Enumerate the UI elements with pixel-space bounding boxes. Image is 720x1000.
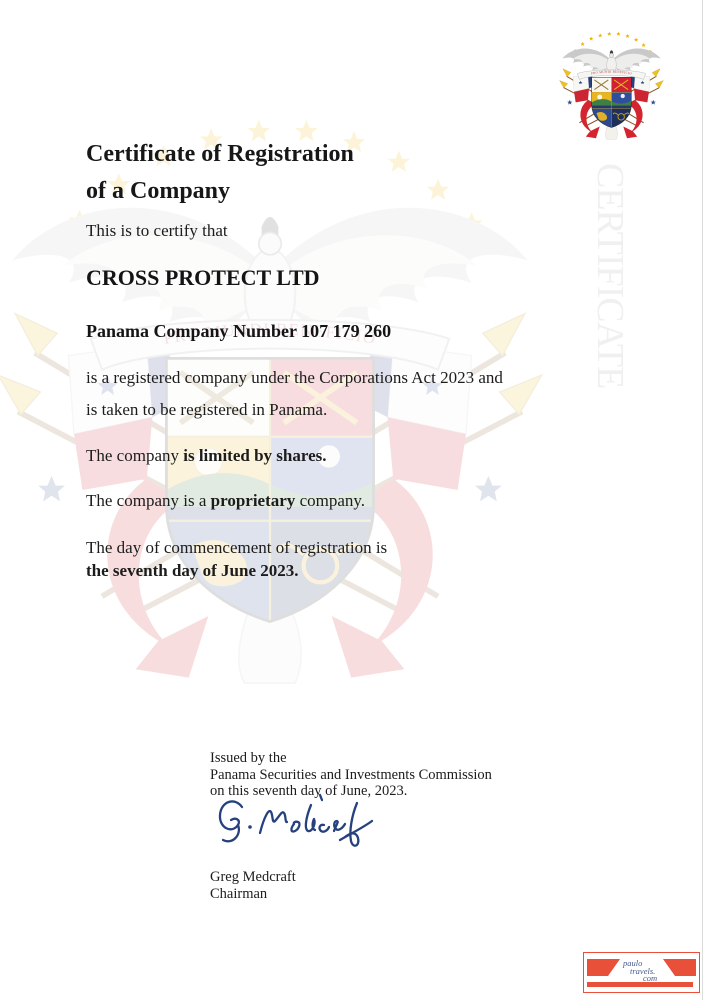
vertical-certificate-watermark: CERTIFICATE	[589, 163, 631, 389]
type-prefix: The company is a	[86, 491, 211, 510]
signatory-block	[210, 869, 296, 902]
registered-line-1: is a registered company under the Corporations Act 2023 and	[86, 368, 503, 387]
page-edge-divider	[702, 0, 703, 1000]
type-bold: proprietary	[210, 491, 296, 510]
issued-by-line: Issued by the	[210, 750, 287, 766]
company-type-line	[86, 491, 365, 511]
registered-line-2: is taken to be registered in Panama.	[86, 400, 328, 419]
certify-line: This is to certify that	[86, 221, 228, 240]
shares-line	[86, 446, 327, 466]
certificate-title	[86, 136, 354, 210]
logo-word-2: travels.	[630, 966, 656, 976]
shares-bold: is limited by shares.	[183, 446, 327, 465]
logo-word-3: com	[643, 973, 658, 983]
authority-line: Panama Securities and Investments Commission	[210, 766, 492, 783]
company-name: CROSS PROTECT LTD	[86, 265, 320, 290]
signatory-name: Greg Medcraft	[210, 869, 296, 885]
panama-coat-of-arms-icon	[558, 22, 665, 140]
title-line-2: of a Company	[86, 178, 231, 204]
paulo-travels-logo	[583, 952, 700, 993]
chairman-signature	[212, 793, 380, 857]
shares-prefix: The company	[86, 446, 184, 465]
type-suffix: company.	[295, 491, 366, 510]
issue-date-line: on this seventh day of June, 2023.	[210, 783, 408, 799]
company-number-line: Panama Company Number 107 179 260	[86, 321, 392, 341]
signatory-title: Chairman	[210, 885, 268, 902]
title-line-1: Certificate of Registration	[86, 141, 354, 167]
logo-word-1: paulo	[623, 958, 643, 968]
commencement-line-1: The day of commencement of registration is	[86, 538, 388, 557]
commencement-block	[86, 536, 387, 582]
commencement-line-2: the seventh day of June 2023.	[86, 561, 299, 580]
